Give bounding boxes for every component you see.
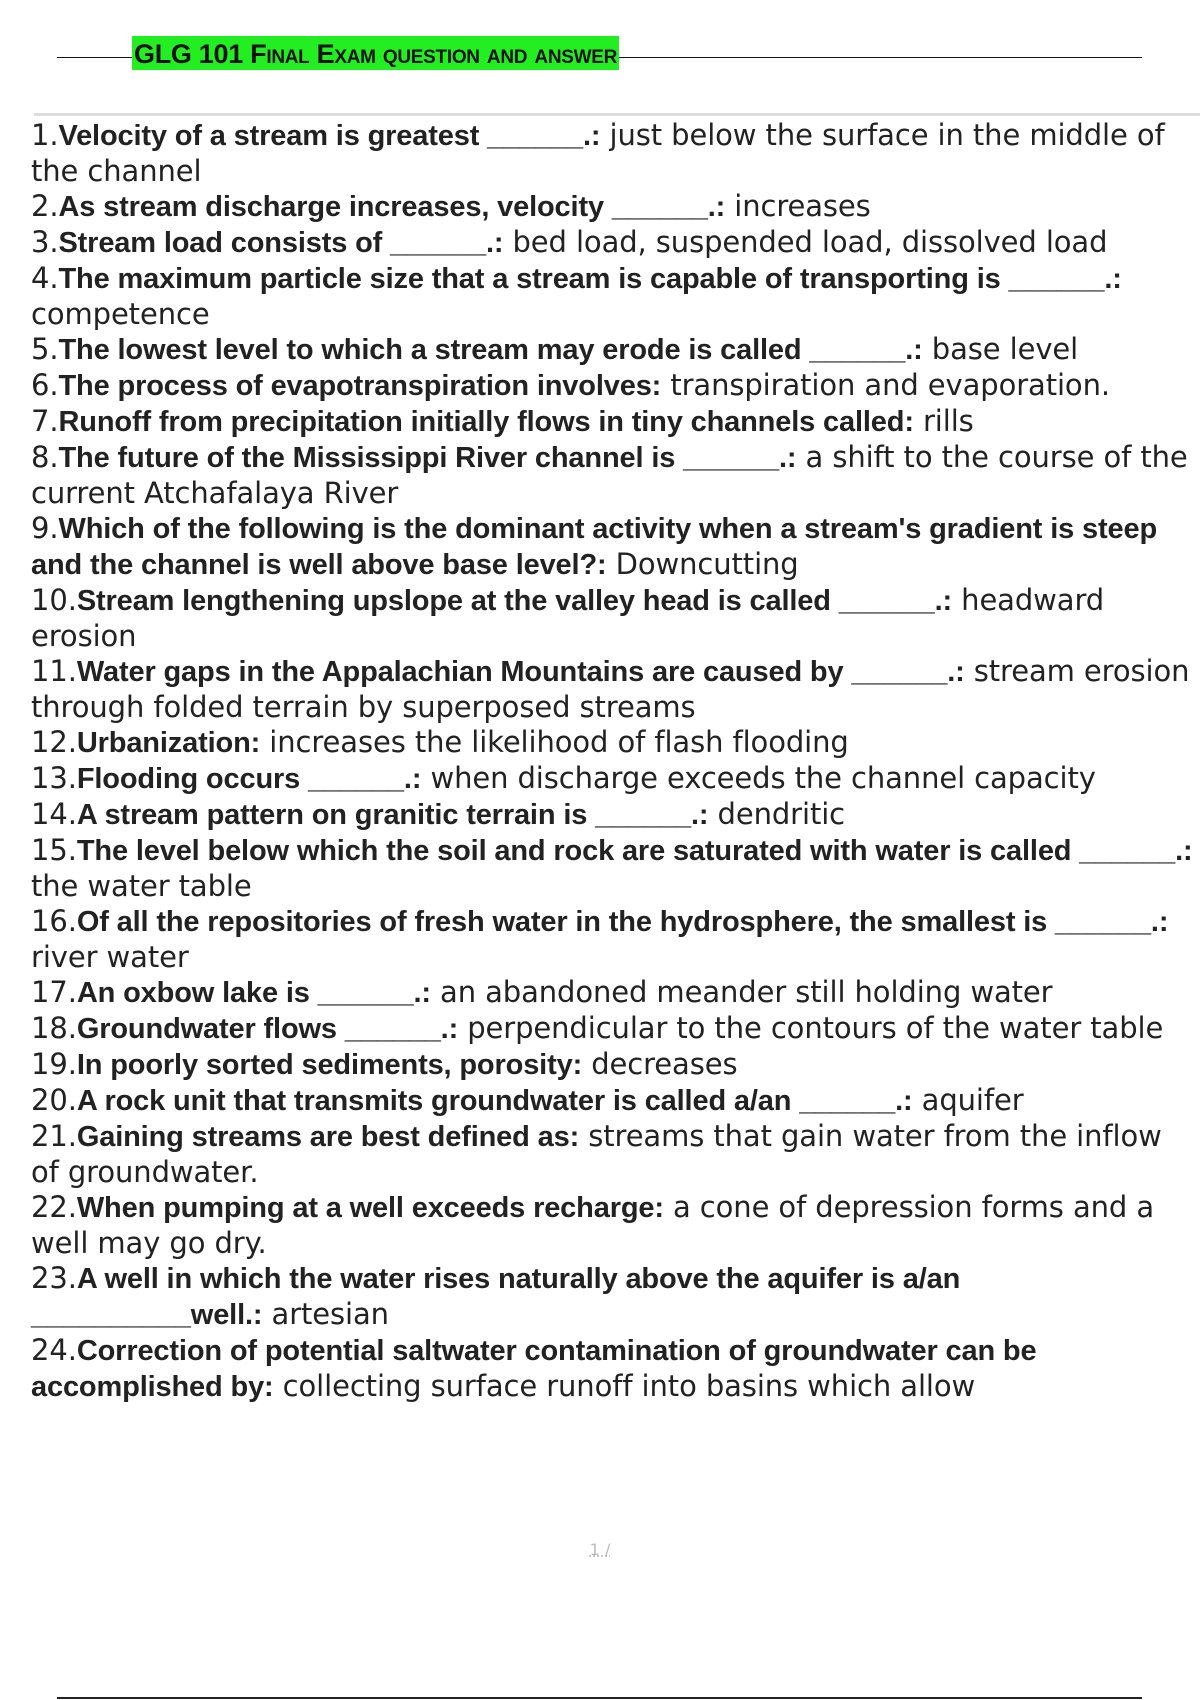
qa-item — [31, 332, 1197, 368]
answer-text: just below the surface in the middle of the channel — [31, 118, 1165, 188]
question-text: In poorly sorted sediments, porosity: — [76, 1049, 583, 1081]
question-text: Of all the repositories of fresh water in the hydrosphere, the smallest is ______.: — [76, 906, 1169, 938]
answer-text: increases — [725, 189, 871, 223]
qa-item — [31, 189, 1197, 225]
qa-item — [31, 118, 1197, 189]
item-number: 14. — [31, 797, 77, 831]
item-number: 15. — [31, 833, 77, 867]
qa-item — [31, 1083, 1197, 1119]
item-number: 8. — [31, 440, 59, 474]
item-number: 11. — [31, 654, 77, 688]
question-text: Which of the following is the dominant activity when a stream's gradient is steep and the channel is well above base level?: — [31, 513, 1158, 581]
qa-item — [31, 511, 1197, 583]
answer-text: bed load, suspended load, dissolved load — [503, 225, 1108, 259]
item-number: 23. — [31, 1261, 77, 1295]
question-text: The future of the Mississippi River channel is ______.: — [58, 442, 797, 474]
item-number: 1. — [31, 118, 59, 152]
item-number: 13. — [31, 761, 77, 795]
item-number: 4. — [31, 261, 59, 295]
qa-item — [31, 440, 1197, 511]
question-text: Water gaps in the Appalachian Mountains are caused by ______.: — [76, 656, 965, 688]
qa-item — [31, 261, 1197, 332]
answer-text: increases the likelihood of flash flooding — [260, 725, 849, 759]
question-text: An oxbow lake is ______.: — [76, 977, 431, 1009]
item-number: 19. — [31, 1047, 77, 1081]
page-number: 1 / — [589, 1540, 611, 1559]
qa-item — [31, 1333, 1197, 1405]
item-number: 6. — [31, 368, 59, 402]
item-number: 9. — [31, 511, 59, 545]
item-number: 10. — [31, 583, 77, 617]
question-text: A well in which the water rises naturally above the aquifer is a/an __________well.: — [31, 1263, 961, 1331]
item-number: 12. — [31, 725, 77, 759]
item-number: 18. — [31, 1011, 77, 1045]
item-number: 24. — [31, 1333, 77, 1367]
answer-text: river water — [31, 940, 189, 974]
document-header — [57, 36, 1142, 70]
answer-text: base level — [922, 332, 1079, 366]
question-text: Groundwater flows ______.: — [76, 1013, 459, 1045]
question-text: The lowest level to which a stream may erode is called ______.: — [58, 334, 923, 366]
qa-list — [31, 118, 1197, 1405]
answer-text: rills — [913, 404, 974, 438]
qa-item — [31, 725, 1197, 761]
qa-item — [31, 833, 1197, 904]
question-text: A rock unit that transmits groundwater is called a/an ______.: — [76, 1085, 913, 1117]
answer-text: artesian — [262, 1297, 389, 1331]
answer-text: a cone of depression forms and a well may go dry. — [31, 1190, 1154, 1260]
question-text: Correction of potential saltwater contamination of groundwater can be accomplished by: — [31, 1335, 1037, 1403]
question-text: When pumping at a well exceeds recharge: — [76, 1192, 664, 1224]
item-number: 21. — [31, 1119, 77, 1153]
qa-item — [31, 1190, 1197, 1261]
answer-text: streams that gain water from the inflow of groundwater. — [31, 1119, 1162, 1189]
qa-item — [31, 368, 1197, 404]
qa-item — [31, 583, 1197, 654]
qa-item — [31, 761, 1197, 797]
answer-text: a shift to the course of the current Atchafalaya River — [31, 440, 1188, 510]
document-title: GLG 101 Final Exam question and answer — [132, 36, 619, 70]
question-text: Gaining streams are best defined as: — [76, 1121, 580, 1153]
question-text: Runoff from precipitation initially flows in tiny channels called: — [58, 406, 914, 438]
answer-text: the water table — [31, 869, 252, 903]
item-number: 3. — [31, 225, 59, 259]
answer-text: aquifer — [912, 1083, 1024, 1117]
header-separator — [34, 113, 1200, 116]
answer-text: Downcutting — [606, 547, 799, 581]
question-text: The maximum particle size that a stream is capable of transporting is ______.: — [58, 263, 1122, 295]
item-number: 22. — [31, 1190, 77, 1224]
question-text: The process of evapotranspiration involves: — [58, 370, 662, 402]
question-text: Velocity of a stream is greatest ______.: — [58, 120, 601, 152]
answer-text: competence — [31, 297, 210, 331]
item-number: 7. — [31, 404, 59, 438]
qa-item — [31, 797, 1197, 833]
qa-item — [31, 1011, 1197, 1047]
question-text: As stream discharge increases, velocity ______.: — [58, 191, 726, 223]
question-text: Stream load consists of ______.: — [58, 227, 504, 259]
qa-item — [31, 404, 1197, 440]
question-text: Flooding occurs ______.: — [76, 763, 422, 795]
qa-item — [31, 975, 1197, 1011]
answer-text: perpendicular to the contours of the water table — [458, 1011, 1164, 1045]
footer-rule — [57, 1697, 1142, 1699]
answer-text: an abandoned meander still holding water — [430, 975, 1053, 1009]
answer-text: headward erosion — [31, 583, 1105, 653]
answer-text: stream erosion through folded terrain by superposed streams — [31, 654, 1190, 724]
item-number: 5. — [31, 332, 59, 366]
qa-item — [31, 654, 1197, 725]
answer-text: decreases — [582, 1047, 738, 1081]
answer-text: transpiration and evaporation. — [661, 368, 1110, 402]
question-text: Stream lengthening upslope at the valley head is called ______.: — [76, 585, 953, 617]
answer-text: collecting surface runoff into basins which allow — [273, 1369, 976, 1403]
question-text: Urbanization: — [76, 727, 261, 759]
item-number: 20. — [31, 1083, 77, 1117]
item-number: 16. — [31, 904, 77, 938]
answer-text: dendritic — [708, 797, 846, 831]
qa-item — [31, 1261, 1197, 1333]
item-number: 2. — [31, 189, 59, 223]
qa-item — [31, 904, 1197, 975]
qa-item — [31, 1119, 1197, 1190]
answer-text: when discharge exceeds the channel capacity — [421, 761, 1096, 795]
question-text: The level below which the soil and rock are saturated with water is called ______.: — [76, 835, 1193, 867]
question-text: A stream pattern on granitic terrain is ______.: — [76, 799, 709, 831]
qa-item — [31, 225, 1197, 261]
qa-item — [31, 1047, 1197, 1083]
item-number: 17. — [31, 975, 77, 1009]
